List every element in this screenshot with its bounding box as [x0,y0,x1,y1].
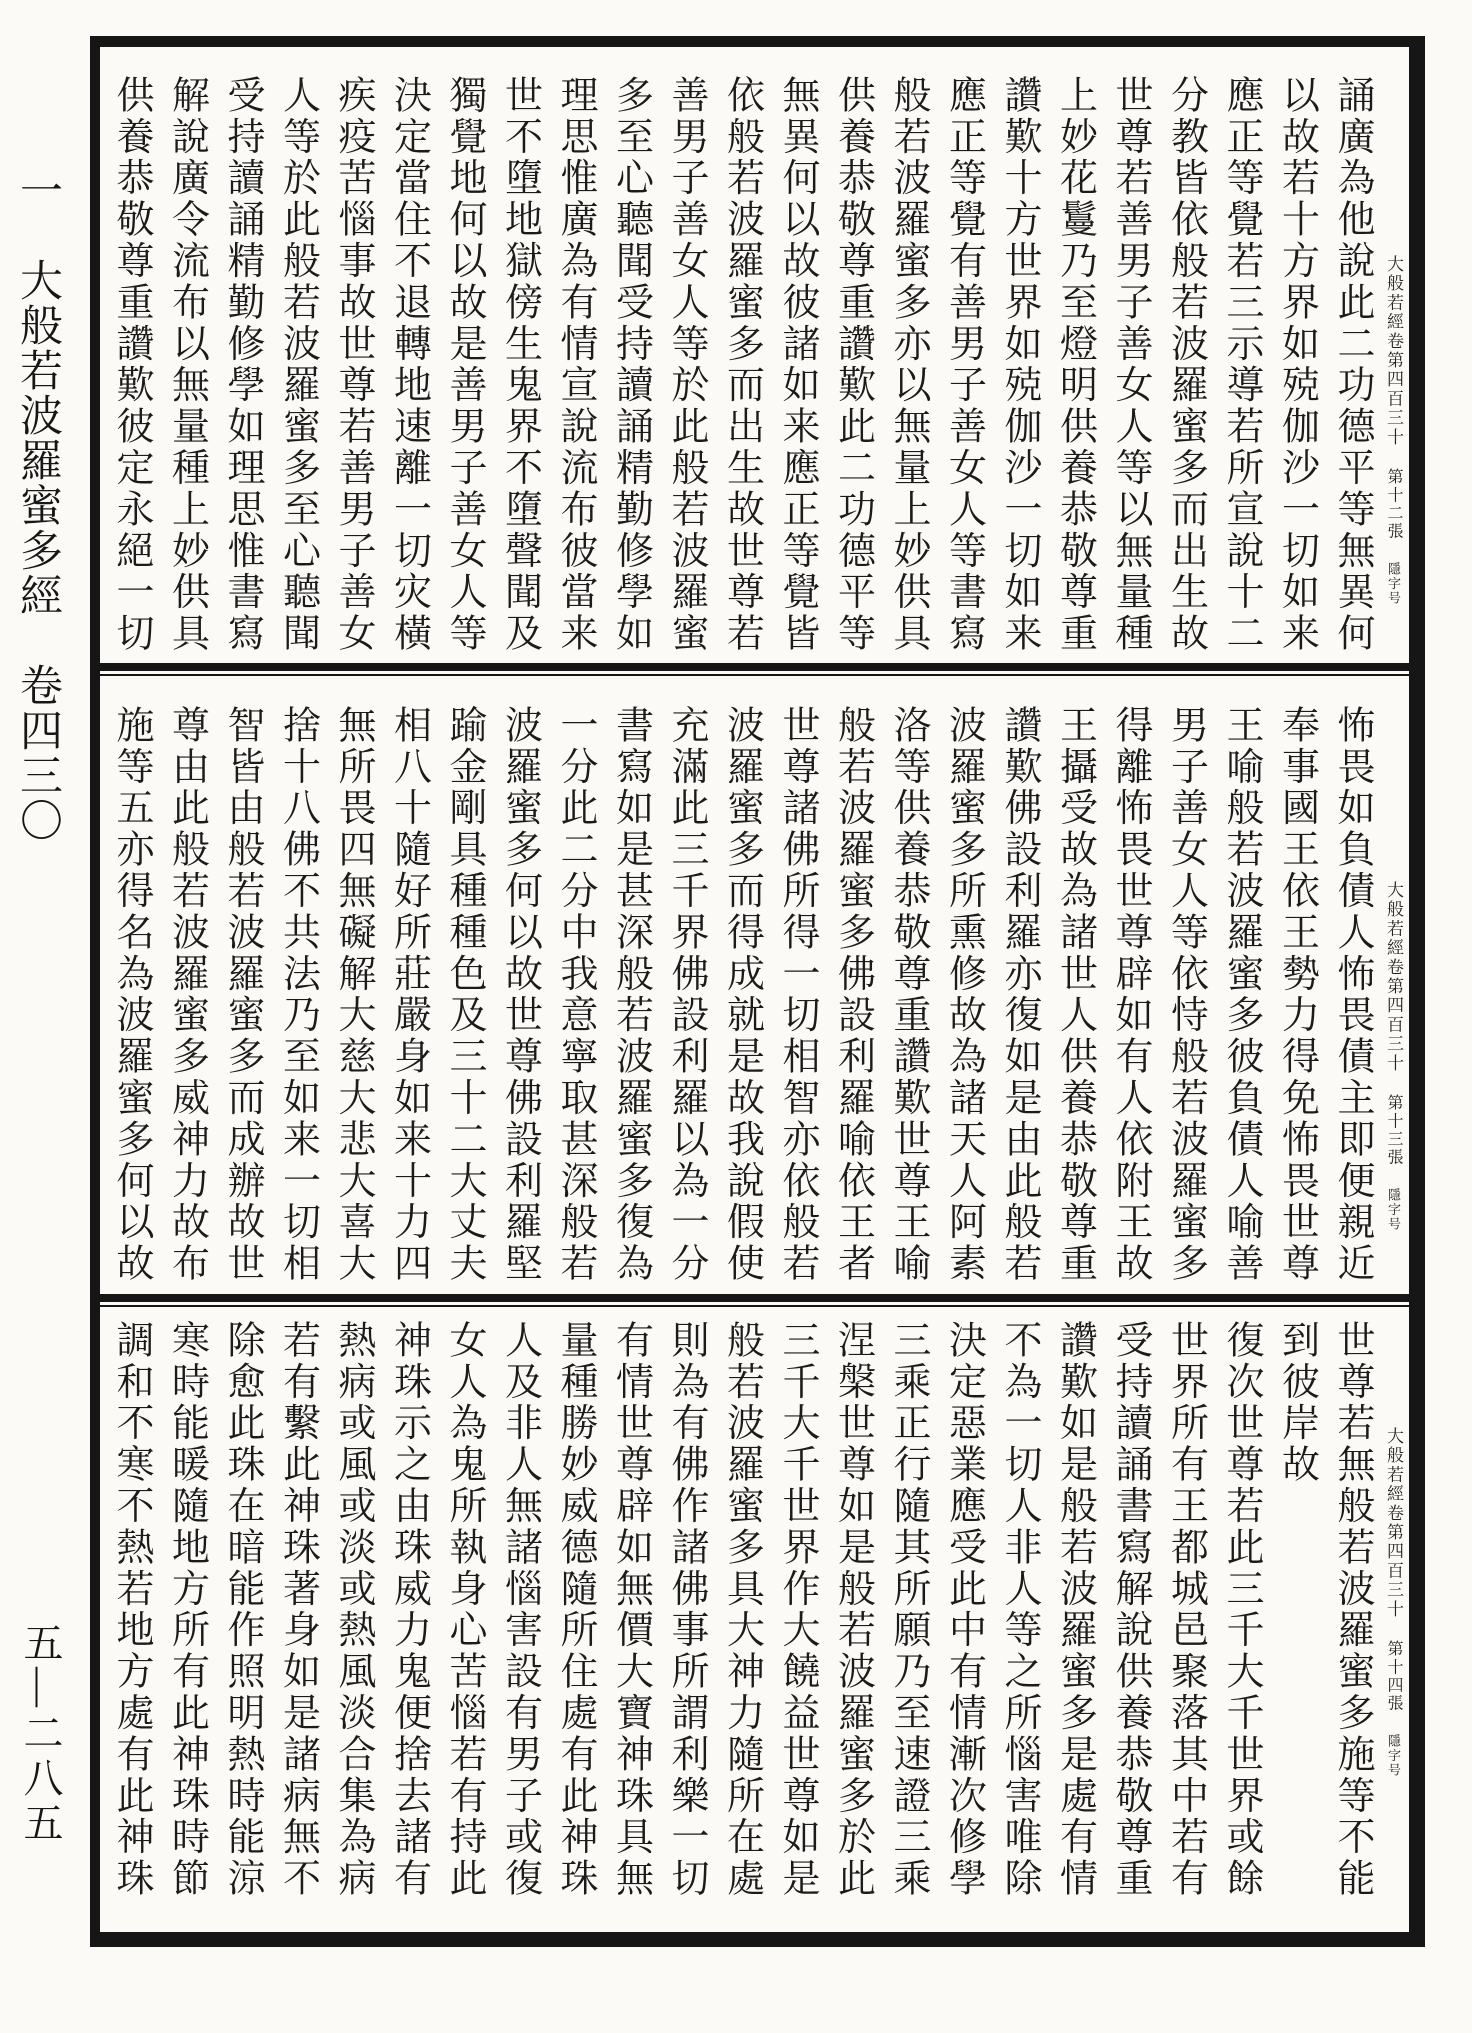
text-column: 誦廣為他說此二功德平等無異何 [1331,75,1373,655]
register-top [100,47,1409,663]
register-bottom [100,1307,1409,1932]
text-column: 善男子善女人等於此般若波羅蜜 [665,75,707,655]
text-column: 決定當住不退轉地速離一切灾橫 [387,75,430,655]
text-column: 世界所有王都城邑聚落其中若有 [1164,1320,1207,1900]
text-column: 世尊若善男子善女人等以無量種 [1109,75,1151,655]
text-column: 得離怖畏世尊辟如有人依附王故 [1109,705,1151,1285]
text-column: 則為有佛作諸佛事所謂利樂一切 [665,1320,707,1900]
text-column: 般若波羅蜜多具大神力隨所在處 [720,1320,763,1900]
text-column: 應正等覺若三示導若所宣說十二 [1220,75,1262,655]
text-column: 解說廣令流布以無量種上妙供具 [165,75,208,655]
text-column: 分教皆依般若波羅蜜多而出生故 [1164,75,1207,655]
text-column: 世尊若無般若波羅蜜多施等不能 [1331,1320,1373,1900]
text-column: 復次世尊若此三千大千世界或餘 [1220,1320,1262,1900]
text-column: 應正等覺有善男子善女人等書寫 [942,75,985,655]
register-divider [100,663,1409,676]
collation-note-top [1378,255,1408,606]
text-column: 女人為鬼所執身心苦惱若有持此 [443,1320,485,1900]
text-column: 智皆由般若波羅蜜多而成辦故世 [221,705,263,1285]
text-column: 三乘正行隨其所願乃至速證三乘 [887,1320,929,1900]
text-column: 無所畏四無礙解大慈大悲大喜大 [332,705,374,1285]
note-case: 隱字号 [1386,562,1401,606]
note-title: 大般若經卷第四百三十 [1384,255,1403,447]
margin-sutra-title: 一 大般若波羅蜜多經 卷四三〇 [14,168,61,843]
note-title: 大般若經卷第四百三十 [1384,881,1403,1073]
text-column: 決定惡業應受此中有情漸次修學 [942,1320,985,1900]
text-column: 供養恭敬尊重讚歎彼定永絕一切 [110,75,152,655]
collation-note-middle [1378,881,1408,1232]
text-column: 讚歎如是般若波羅蜜多是處有情 [1053,1320,1096,1900]
text-column: 量種勝妙威德隨所住處有此神珠 [554,1320,596,1900]
text-column: 般若波羅蜜多亦以無量上妙供具 [887,75,929,655]
collation-note-bottom [1378,1427,1408,1778]
text-column: 奉事國王依王勢力得免怖畏世尊 [1275,705,1318,1285]
text-column: 一分此二分中我意寧取甚深般若 [554,705,596,1285]
text-column: 人等於此般若波羅蜜多至心聽聞 [276,75,319,655]
text-column: 世尊諸佛所得一切相智亦依般若 [776,705,818,1285]
text-column: 王攝受故為諸世人供養恭敬尊重 [1053,705,1096,1285]
text-column: 捨十八佛不共法乃至如来一切相 [276,705,319,1285]
text-column: 波羅蜜多而得成就是故我說假使 [720,705,763,1285]
text-column: 不為一切人非人等之所惱害唯除 [998,1320,1040,1900]
text-column: 般若波羅蜜多佛設利羅喻依王者 [831,705,874,1285]
text-column: 獨覺地何以故是善男子善女人等 [443,75,485,655]
text-columns-bottom [103,1320,1380,1900]
text-column: 讚歎佛設利羅亦復如是由此般若 [998,705,1040,1285]
text-column: 若有繫此神珠著身如是諸病無不 [276,1320,319,1900]
text-column: 人及非人無諸惱害設有男子或復 [498,1320,541,1900]
text-column: 寒時能暖隨地方所有此神珠時節 [165,1320,208,1900]
text-column: 涅槃世尊如是般若波羅蜜多於此 [831,1320,874,1900]
text-column: 波羅蜜多何以故世尊佛設利羅堅 [498,705,541,1285]
text-column: 到彼岸故 [1275,1320,1318,1486]
text-column: 尊由此般若波羅蜜多威神力故布 [165,705,208,1285]
text-column: 波羅蜜多所熏修故為諸天人阿素 [942,705,985,1285]
text-column: 王喻般若波羅蜜多彼負債人喻善 [1220,705,1262,1285]
text-column: 有情世尊辟如無價大寶神珠具無 [609,1320,652,1900]
text-column: 以故若十方界如殑伽沙一切如来 [1275,75,1318,655]
text-columns-top [103,75,1380,655]
text-column: 洛等供養恭敬尊重讚歎世尊王喻 [887,705,929,1285]
text-column: 相八十隨好所莊嚴身如来十力四 [387,705,430,1285]
text-column: 理思惟廣為有情宣說流布彼當来 [554,75,596,655]
note-sheet: 第十四張 [1385,1640,1402,1714]
text-column: 受持讀誦精勤修學如理思惟書寫 [221,75,263,655]
text-columns-middle [103,705,1380,1285]
text-column: 無異何以故彼諸如来應正等覺皆 [776,75,818,655]
text-column: 神珠示之由珠威力鬼便捨去諸有 [387,1320,430,1900]
text-column: 調和不寒不熱若地方處有此神珠 [110,1320,152,1900]
note-case: 隱字号 [1386,1188,1401,1232]
text-column: 書寫如是甚深般若波羅蜜多復為 [609,705,652,1285]
text-column: 上妙花鬘乃至燈明供養恭敬尊重 [1053,75,1096,655]
text-column: 踰金剛具種種色及三十二大丈夫 [443,705,485,1285]
text-column: 充滿此三千界佛設利羅以為一分 [665,705,707,1285]
text-column: 施等五亦得名為波羅蜜多何以故 [110,705,152,1285]
text-column: 讚歎十方世界如殑伽沙一切如来 [998,75,1040,655]
text-column: 男子善女人等依恃般若波羅蜜多 [1164,705,1207,1285]
note-sheet: 第十三張 [1385,1094,1402,1168]
text-column: 供養恭敬尊重讚歎此二功德平等 [831,75,874,655]
note-case: 隱字号 [1386,1734,1401,1778]
note-sheet: 第十二張 [1385,468,1402,542]
text-column: 疾疫苦惱事故世尊若善男子善女 [332,75,374,655]
text-column: 怖畏如負債人怖畏債主即便親近 [1331,705,1373,1285]
text-column: 熱病或風或淡或熱風淡合集為病 [332,1320,374,1900]
text-column: 多至心聽聞受持讀誦精勤修學如 [609,75,652,655]
note-title: 大般若經卷第四百三十 [1384,1427,1403,1619]
margin-page-number: 五—二八五 [18,1622,63,1847]
text-column: 三千大千世界作大饒益世尊如是 [776,1320,818,1900]
text-column: 除愈此珠在暗能作照明熱時能涼 [221,1320,263,1900]
register-middle [100,676,1409,1294]
text-column: 世不墮地獄傍生鬼界不墮聲聞及 [498,75,541,655]
text-column: 依般若波羅蜜多而出生故世尊若 [720,75,763,655]
text-column: 受持讀誦書寫解說供養恭敬尊重 [1109,1320,1151,1900]
register-divider [100,1294,1409,1307]
page-frame [90,36,1425,1947]
